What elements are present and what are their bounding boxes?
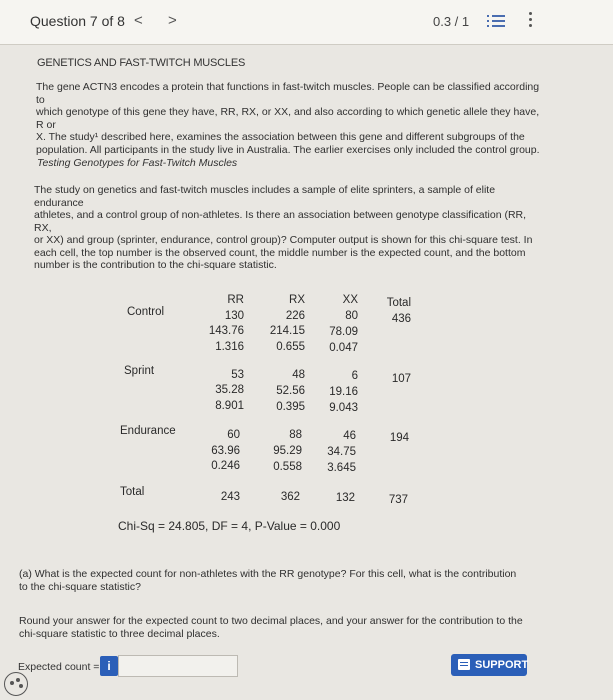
previous-question-button[interactable]: < [134, 12, 143, 29]
study-line: The study on genetics and fast-twitch muscles includes a sample of elite sprinters, a sample of elite endurance [34, 184, 496, 209]
support-label: SUPPORT [475, 659, 529, 671]
expected-cell: 78.09 [329, 326, 358, 338]
chat-icon [458, 659, 470, 670]
contribution-cell: 0.655 [276, 341, 305, 353]
expected-cell: 35.28 [215, 384, 244, 396]
expected-cell: 214.15 [269, 325, 305, 337]
expected-cell: 34.75 [327, 446, 356, 458]
observed-cell: 60 [227, 429, 240, 441]
observed-cell: 226 [285, 310, 305, 322]
subheading: Testing Genotypes for Fast-Twitch Muscles [37, 157, 238, 169]
more-vertical-icon[interactable] [528, 12, 534, 30]
expected-cell: 63.96 [211, 445, 240, 457]
expected-cell: 52.56 [276, 385, 305, 397]
list-icon[interactable] [487, 14, 505, 28]
study-line: each cell, the top number is the observed count, the middle number is the expected count, and the bottom [34, 246, 526, 259]
support-button[interactable] [451, 654, 527, 676]
expected-cell: 19.16 [329, 386, 358, 398]
expected-cell: 95.29 [273, 445, 302, 457]
row-total: 194 [389, 432, 409, 444]
observed-cell: 48 [292, 369, 305, 381]
study-line: athletes, and a control group of non-athletes. Is there an association between genotype classification (RR, RX, [34, 209, 527, 234]
column-header: Total [386, 297, 411, 309]
observed-cell: 88 [289, 429, 302, 441]
expected-cell: 143.76 [208, 325, 244, 337]
row-label-total: Total [120, 486, 145, 498]
question-a [19, 568, 539, 593]
question-label: Question 7 of 8 [30, 13, 125, 29]
row-label-control: Control [127, 306, 165, 318]
observed-cell: 46 [343, 430, 356, 442]
study-line: number is the contribution to the chi-square statistic. [34, 259, 277, 271]
question-content [0, 45, 613, 700]
column-total: 362 [280, 491, 300, 503]
column-header: RR [227, 294, 244, 306]
accessibility-palette-icon[interactable] [4, 672, 28, 696]
intro-line: The gene ACTN3 encodes a protein that functions in fast-twitch muscles. People can be classified according to [36, 81, 540, 106]
contribution-cell: 0.246 [211, 460, 240, 472]
column-header: XX [342, 294, 358, 306]
chi-square-output-table [0, 45, 613, 565]
row-label-endurance: Endurance [120, 425, 176, 437]
contribution-cell: 0.395 [276, 401, 305, 413]
info-icon[interactable]: i [100, 656, 118, 676]
observed-cell: 80 [345, 310, 358, 322]
intro-line: X. The study¹ described here, examines the association between this gene and different subgroups of the [36, 131, 525, 143]
grand-total: 737 [388, 494, 408, 506]
observed-cell: 6 [351, 370, 358, 382]
row-label-sprint: Sprint [124, 365, 155, 377]
contribution-cell: 0.558 [273, 461, 302, 473]
top-bar [0, 0, 613, 45]
rounding-line: chi-square statistic to three decimal places. [19, 627, 220, 640]
row-total: 436 [391, 313, 411, 325]
question-a-line: to the chi-square statistic? [19, 580, 141, 593]
column-total: 243 [220, 491, 240, 503]
next-question-button[interactable]: > [168, 12, 177, 29]
intro-line: population. All participants in the study live in Australia. The earlier exercises only included the control group. [36, 143, 540, 156]
rounding-line: Round your answer for the expected count to two decimal places, and your answer for the contribution to the [19, 615, 523, 627]
expected-count-input[interactable] [118, 655, 238, 677]
study-line: or XX) and group (sprinter, endurance, control group)? Computer output is shown for this chi-square test. In [34, 234, 533, 246]
section-title: GENETICS AND FAST-TWITCH MUSCLES [37, 57, 246, 69]
observed-cell: 130 [224, 310, 244, 322]
contribution-cell: 3.645 [327, 462, 356, 474]
rounding-instructions [19, 615, 539, 640]
contribution-cell: 8.901 [215, 400, 244, 412]
contribution-cell: 9.043 [329, 402, 358, 414]
column-total: 132 [335, 492, 355, 504]
row-total: 107 [391, 373, 411, 385]
intro-line: which genotype of this gene they have, RR, RX, or XX, and also according to which genetic allele they have, R or [36, 106, 540, 131]
column-header: RX [289, 294, 305, 306]
expected-count-label: Expected count = [18, 661, 100, 673]
contribution-cell: 0.047 [329, 342, 358, 354]
chi-square-result: Chi-Sq = 24.805, DF = 4, P-Value = 0.000 [118, 519, 341, 533]
score-display: 0.3 / 1 [433, 14, 470, 29]
question-a-line: (a) What is the expected count for non-athletes with the RR genotype? For this cell, what is the contribution [19, 568, 517, 580]
observed-cell: 53 [231, 369, 244, 381]
contribution-cell: 1.316 [215, 341, 244, 353]
